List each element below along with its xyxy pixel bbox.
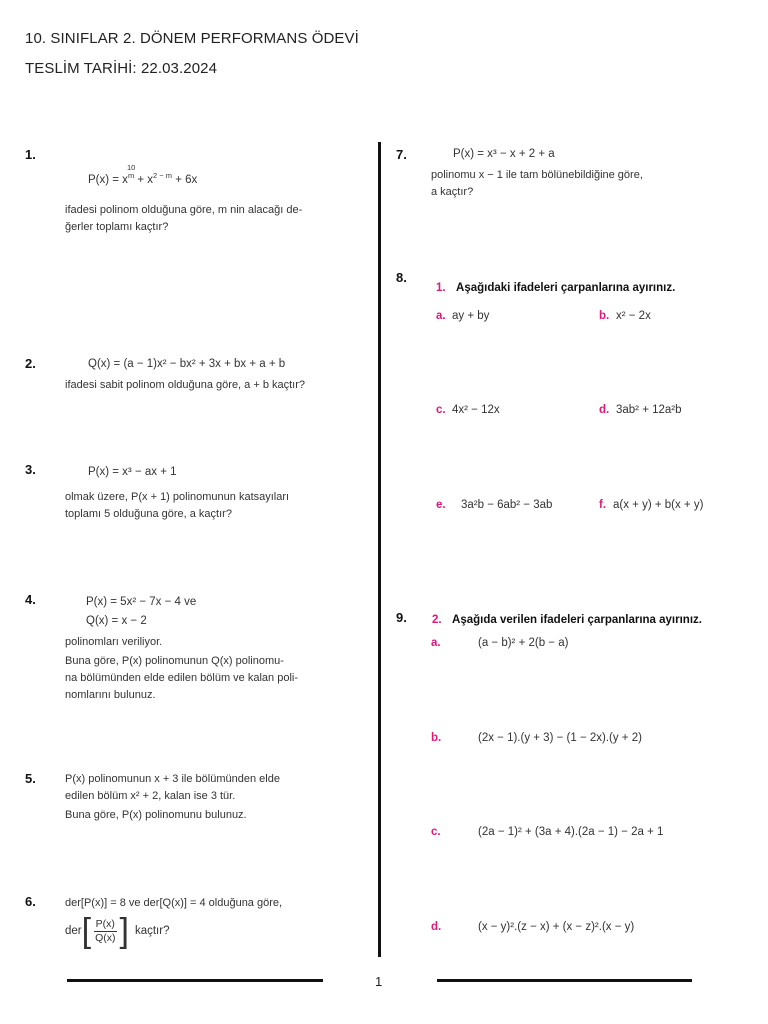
- q3-text: olmak üzere, P(x + 1) polinomunun katsayıları toplamı 5 olduğuna göre, a kaçtır?: [65, 491, 290, 520]
- q6-expression: der [ $\frac{P(x)}{Q(x)}$ ] kaçtır?: [65, 912, 170, 950]
- q1-text: ifadesi polinom olduğuna göre, m nin alacağı de- ğerler toplamı kaçtır?: [65, 204, 303, 233]
- question-number-4: 4.: [25, 592, 36, 607]
- deadline: TESLİM TARİHİ: 22.03.2024: [25, 60, 218, 77]
- q9-heading: 2. Aşağıda verilen ifadeleri çarpanlarına ayırınız.: [432, 614, 702, 626]
- q8-item-c-label: c.: [436, 404, 446, 416]
- q8-item-b-label: b.: [599, 310, 610, 322]
- q8-item-f-expr: a(x + y) + b(x + y): [613, 499, 704, 511]
- column-divider: [378, 142, 381, 957]
- footer-rule-right: [437, 979, 692, 982]
- q8-item-d-label: d.: [599, 404, 610, 416]
- q5-text: P(x) polinomunun x + 3 ile bölümünden elde edilen bölüm x² + 2, kalan ise 3 tür. Buna göre, P(x) polinomunu bulunuz.: [65, 773, 280, 821]
- q8-item-c-expr: 4x² − 12x: [452, 404, 500, 416]
- question-number-8: 8.: [396, 270, 407, 285]
- q1-equation: P(x) = x 10 $^m + x^{2 - m} + 6x$: [88, 163, 198, 186]
- question-number-1: 1.: [25, 147, 36, 162]
- question-number-7: 7.: [396, 147, 407, 162]
- q8-heading: 1. Aşağıdaki ifadeleri çarpanlarına ayırınız.: [436, 282, 676, 294]
- q4-equation-p: P(x) = 5x² − 7x − 4 ve: [86, 596, 197, 608]
- q9-item-d-expr: (x − y)².(z − x) + (x − z)².(x − y): [478, 921, 635, 933]
- q8-item-e-label: e.: [436, 499, 446, 511]
- q2-text: ifadesi sabit polinom olduğuna göre, a + b kaçtır?: [65, 379, 306, 391]
- page-number: 1: [375, 974, 383, 989]
- q7-text: polinomu x − 1 ile tam bölünebildiğine göre, a kaçtır?: [431, 169, 643, 198]
- q8-item-f-label: f.: [599, 499, 607, 511]
- footer-rule-left: [67, 979, 323, 982]
- question-number-5: 5.: [25, 771, 36, 786]
- q8-item-e-expr: 3a²b − 6ab² − 3ab: [461, 499, 553, 511]
- q2-equation: Q(x) = (a − 1)x² − bx² + 3x + bx + a + b: [88, 358, 286, 370]
- q3-equation: P(x) = x³ − ax + 1: [88, 466, 177, 478]
- q9-item-c-expr: (2a − 1)² + (3a + 4).(2a − 1) − 2a + 1: [478, 826, 664, 838]
- q7-equation: P(x) = x³ − x + 2 + a: [453, 148, 555, 160]
- q9-item-b-label: b.: [431, 732, 442, 744]
- page-title: 10. SINIFLAR 2. DÖNEM PERFORMANS ÖDEVİ: [25, 30, 359, 47]
- question-number-2: 2.: [25, 356, 36, 371]
- question-number-9: 9.: [396, 610, 407, 625]
- question-number-3: 3.: [25, 462, 36, 477]
- q9-item-b-expr: (2x − 1).(y + 3) − (1 − 2x).(y + 2): [478, 732, 642, 744]
- question-number-6: 6.: [25, 894, 36, 909]
- q8-item-b-expr: x² − 2x: [616, 310, 651, 322]
- q4-text: polinomları veriliyor. Buna göre, P(x) polinomunun Q(x) polinomu- na bölümünden elde edilen bölüm ve kalan poli- nomlarını bulunuz.: [65, 636, 298, 701]
- q8-item-a-expr: ay + by: [452, 310, 490, 322]
- q6-fraction: $\frac{P(x)}{Q(x)}$: [95, 917, 116, 944]
- q9-item-d-label: d.: [431, 921, 442, 933]
- q9-item-a-label: a.: [431, 637, 441, 649]
- q9-item-c-label: c.: [431, 826, 441, 838]
- q9-item-a-expr: (a − b)² + 2(b − a): [478, 637, 569, 649]
- q4-equation-q: Q(x) = x − 2: [86, 615, 147, 627]
- q8-item-a-label: a.: [436, 310, 446, 322]
- q8-item-d-expr: 3ab² + 12a²b: [616, 404, 682, 416]
- q6-text: der[P(x)] = 8 ve der[Q(x)] = 4 olduğuna göre,: [65, 897, 283, 909]
